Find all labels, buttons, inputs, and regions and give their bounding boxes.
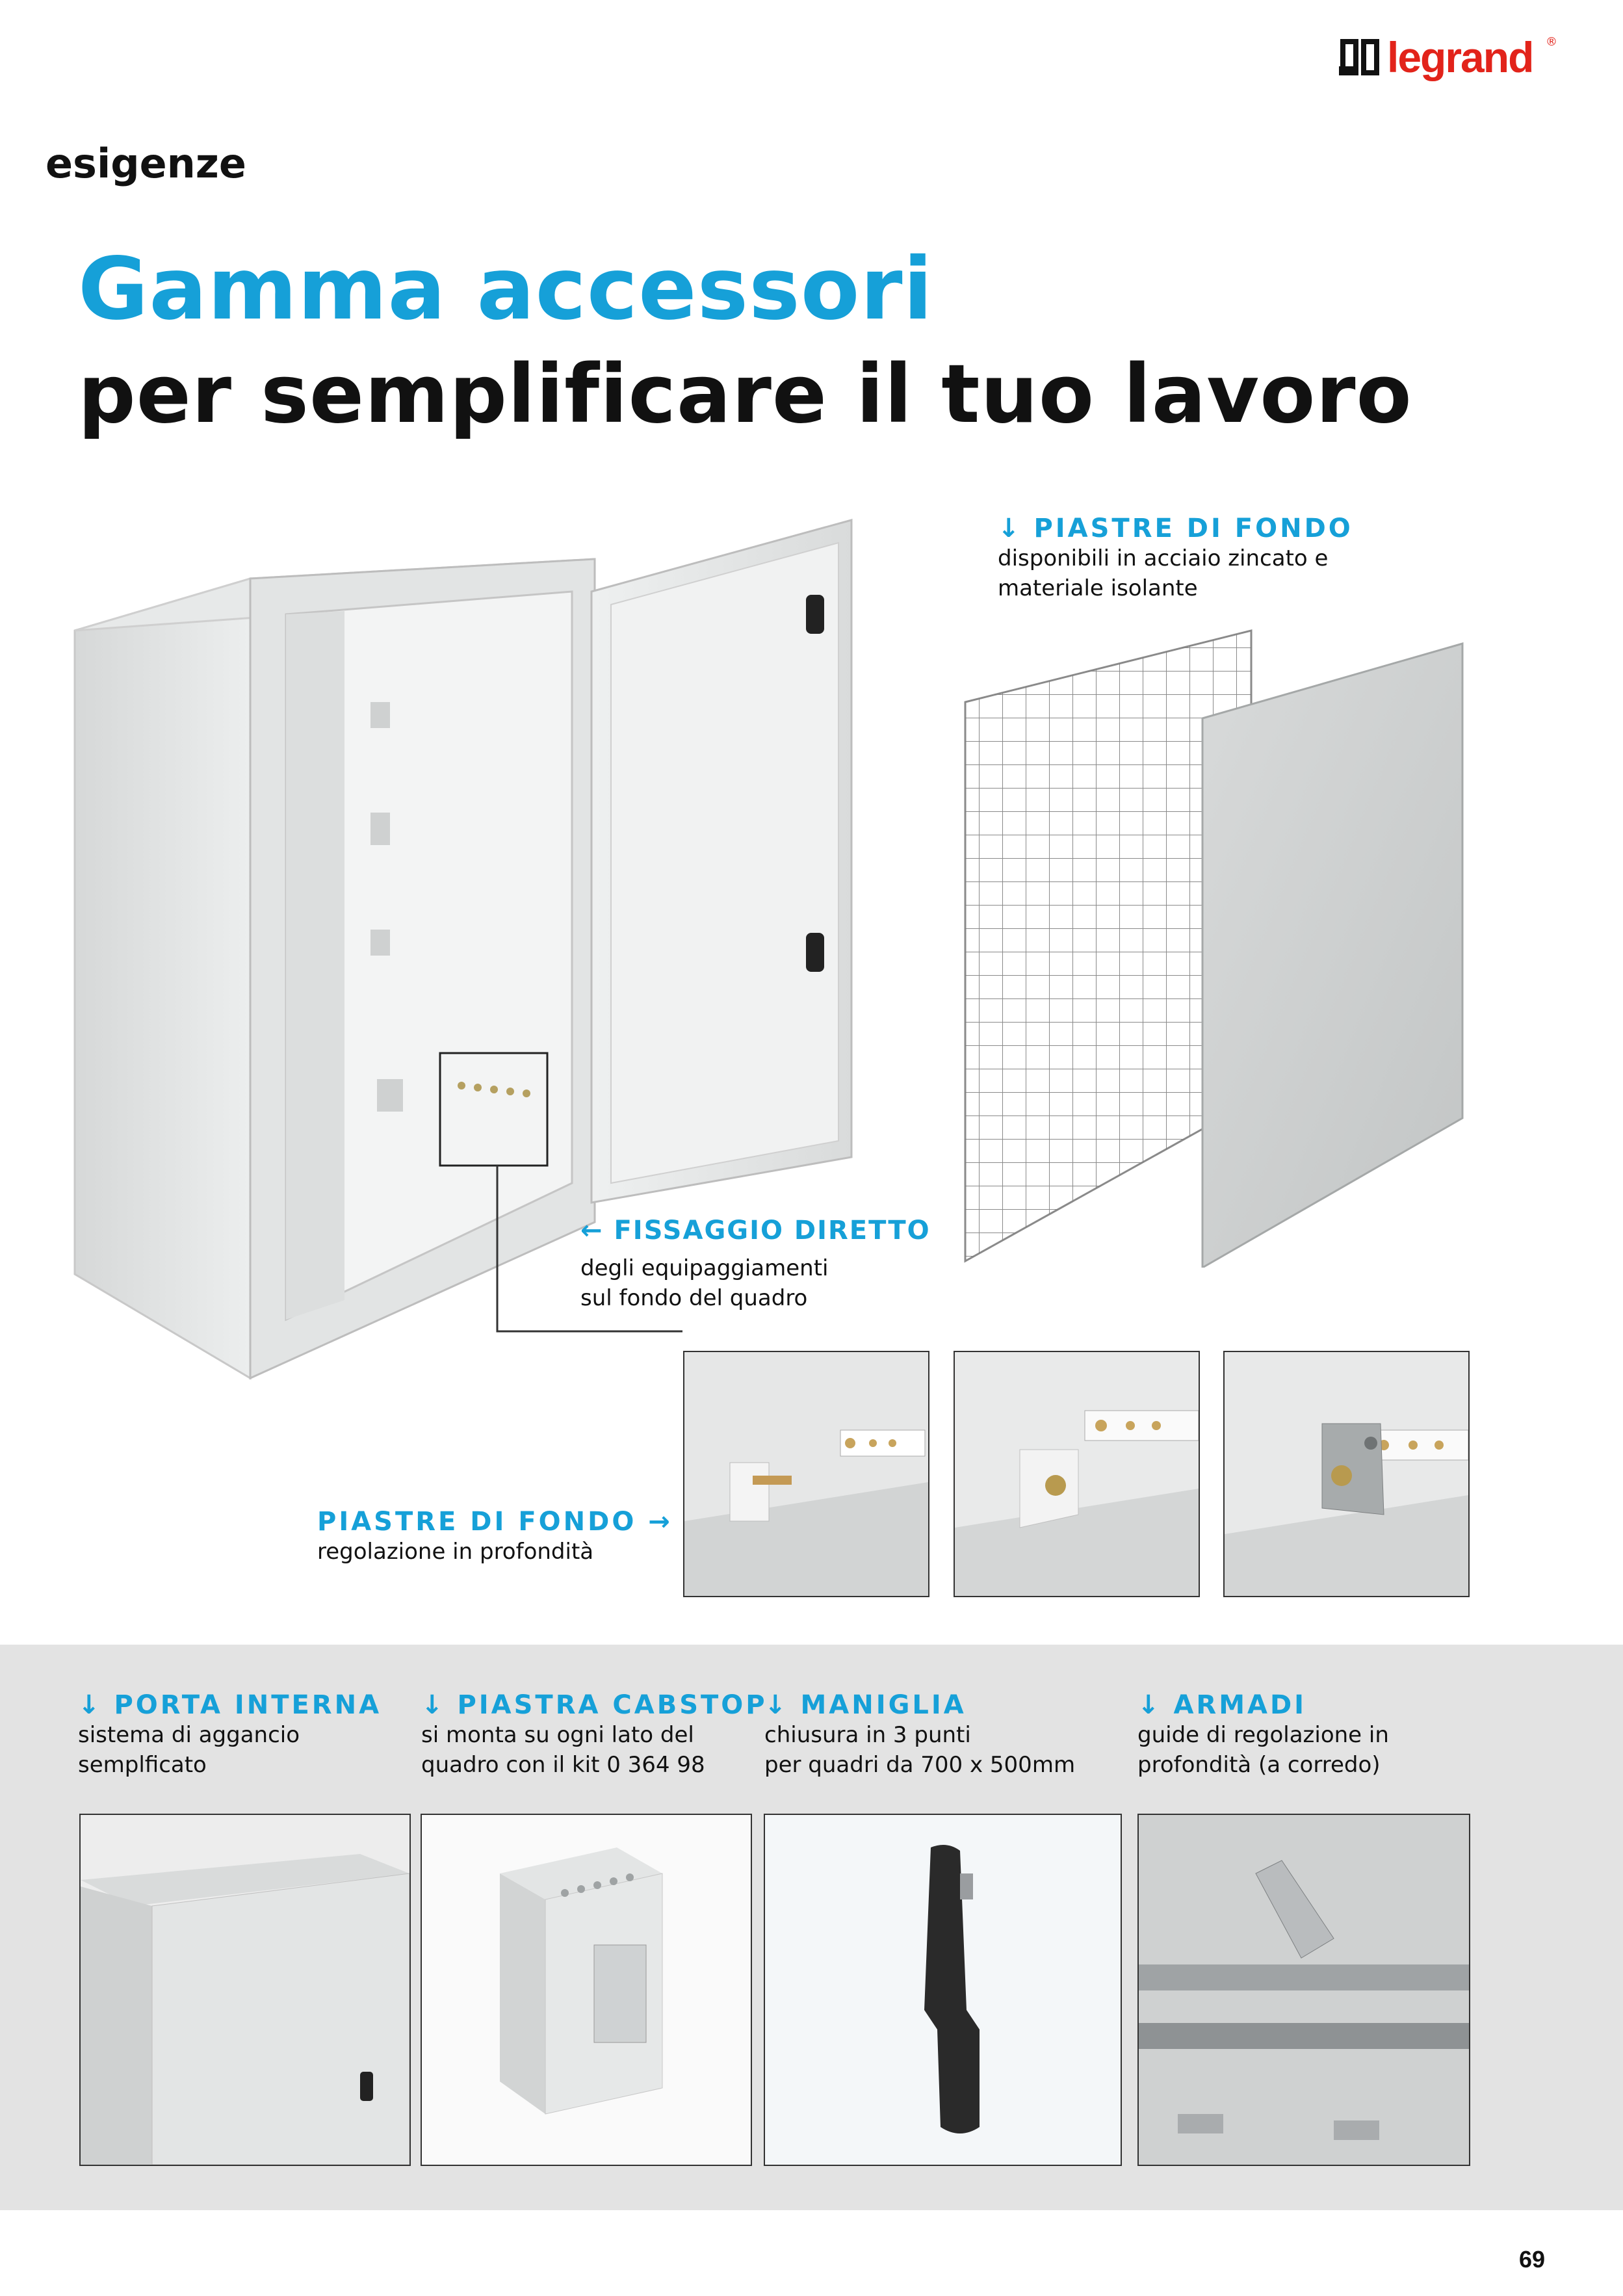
page-subtitle: per semplificare il tuo lavoro [78, 348, 1412, 441]
band-item-line: si monta su ogni lato del [421, 1722, 694, 1748]
callout-heading: PIASTRE DI FONDO [1033, 514, 1353, 543]
section-label: esigenze [45, 140, 246, 187]
band-item-line: quadro con il kit 0 364 98 [421, 1752, 705, 1778]
band-item-armadi [1137, 1690, 1389, 1780]
band-item-line: sistema di aggancio [78, 1722, 300, 1748]
callout-fissaggio-diretto [580, 1216, 931, 1313]
callout-line: materiale isolante [998, 575, 1198, 601]
logo-wordmark: legrand [1387, 33, 1533, 81]
band-item-heading: PORTA INTERNA [114, 1690, 382, 1720]
porta-interna-photo [79, 1814, 411, 2166]
arrow-down-icon: ↓ [1137, 1690, 1162, 1720]
band-item-porta-interna [78, 1690, 382, 1780]
detail-thumbnail [954, 1351, 1200, 1597]
piastra-cabstop-photo [421, 1814, 752, 2166]
callout-line: disponibili in acciaio zincato e [998, 545, 1329, 571]
band-item-line: per quadri da 700 x 500mm [764, 1752, 1076, 1778]
armadi-photo [1137, 1814, 1470, 2166]
arrow-down-icon: ↓ [998, 514, 1022, 543]
callout-heading: PIASTRE DI FONDO [317, 1507, 637, 1537]
band-item-heading: ARMADI [1173, 1690, 1307, 1720]
band-item-heading: MANIGLIA [800, 1690, 967, 1720]
detail-thumbnail [683, 1351, 929, 1597]
legrand-mark-icon [1339, 38, 1381, 79]
registered-mark: ® [1546, 35, 1557, 49]
band-item-line: guide di regolazione in [1137, 1722, 1389, 1748]
band-item-piastra-cabstop [421, 1690, 768, 1780]
callout-heading: FISSAGGIO DIRETTO [614, 1216, 931, 1246]
callout-line: degli equipaggiamenti [580, 1255, 829, 1281]
arrow-down-icon: ↓ [421, 1690, 446, 1720]
band-item-heading: PIASTRA CABSTOP [457, 1690, 768, 1720]
detail-thumbnail [1223, 1351, 1470, 1597]
page-number: 69 [1518, 2246, 1545, 2273]
arrow-left-icon: ← [580, 1216, 604, 1246]
callout-line: sul fondo del quadro [580, 1285, 808, 1311]
mounting-plates-illustration [955, 624, 1469, 1268]
callout-line: regolazione in profondità [317, 1539, 594, 1565]
page-title: Gamma accessori [78, 239, 933, 339]
arrow-right-icon: → [648, 1507, 673, 1537]
arrow-down-icon: ↓ [764, 1690, 789, 1720]
maniglia-photo [764, 1814, 1122, 2166]
arrow-down-icon: ↓ [78, 1690, 103, 1720]
band-item-line: semplficato [78, 1752, 207, 1778]
callout-piastre-fondo-bottom [317, 1507, 673, 1567]
band-item-maniglia [764, 1690, 1075, 1780]
callout-piastre-fondo-top [998, 514, 1353, 603]
band-item-line: chiusura in 3 punti [764, 1722, 971, 1748]
band-item-line: profondità (a corredo) [1137, 1752, 1381, 1778]
legrand-logo [1339, 31, 1560, 90]
